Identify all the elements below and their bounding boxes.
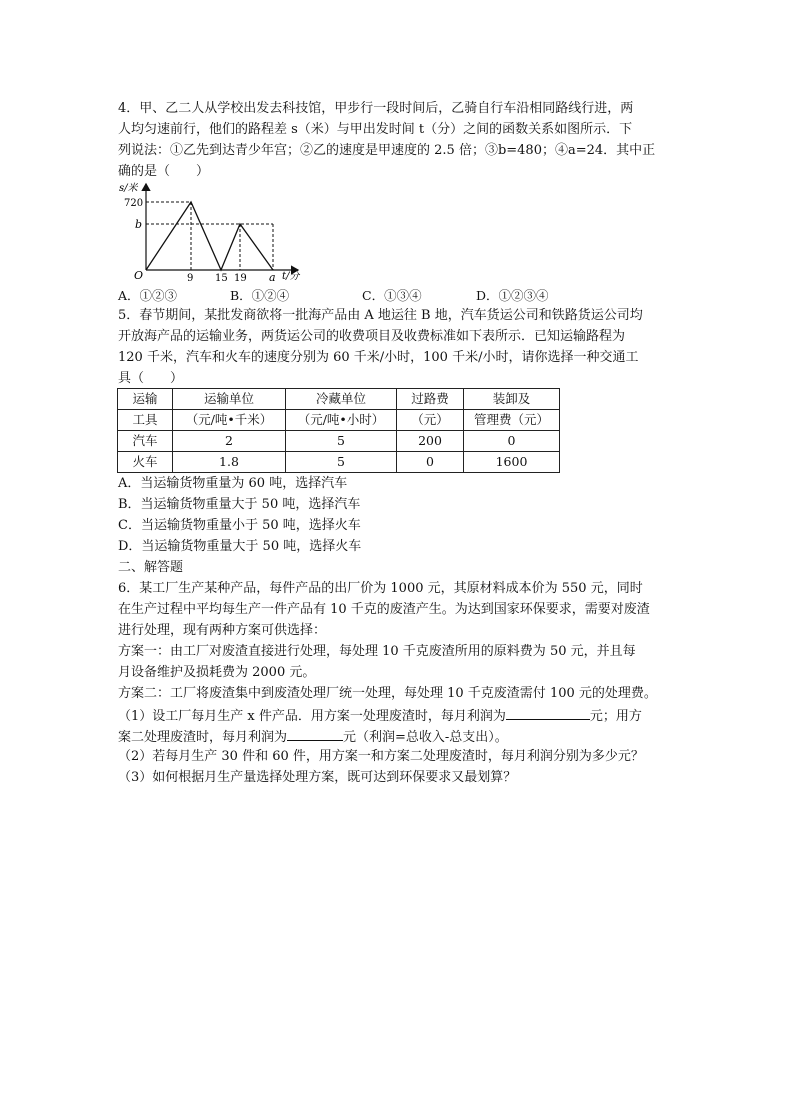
q4-line: 4．甲、乙二人从学校出发去科技馆，甲步行一段时间后，乙骑自行车沿相同路线行进，两 bbox=[118, 101, 634, 116]
table-cell: 1600 bbox=[464, 452, 560, 473]
table-cell: 0 bbox=[397, 452, 464, 473]
q6-part-1 bbox=[118, 704, 678, 725]
q4-function-graph bbox=[116, 180, 306, 286]
q6-line: 进行处理，现有两种方案可供选择： bbox=[118, 623, 327, 638]
y-tick-720: 720 bbox=[124, 198, 144, 209]
q5-option-b[interactable]: B．当运输货物重量大于 50 吨，选择汽车 bbox=[118, 497, 361, 512]
table-header-row bbox=[118, 410, 560, 431]
table-row bbox=[118, 431, 560, 452]
q5-option-a[interactable]: A．当运输货物重量为 60 吨，选择汽车 bbox=[118, 476, 348, 491]
x-tick-a: a bbox=[269, 271, 276, 284]
q6-line: 在生产过程中平均每生产一件产品有 10 千克的废渣产生。为达到国家环保要求，需要对废渣 bbox=[118, 602, 650, 617]
q6-line: 6．某工厂生产某种产品，每件产品的出厂价为 1000 元，其原材料成本价为 550 元，同时 bbox=[118, 581, 643, 596]
table-header-row bbox=[118, 389, 560, 410]
y-tick-b: b bbox=[135, 218, 143, 231]
q6-line: 方案一：由工厂对废渣直接进行处理，每处理 10 千克废渣所用的原料费为 50 元，并且每 bbox=[118, 644, 636, 659]
table-cell: 1.8 bbox=[173, 452, 286, 473]
section-heading: 二、解答题 bbox=[118, 560, 184, 575]
q6-part-2: （2）若每月生产 30 件和 60 件，用方案一和方案二处理废渣时，每月利润分别为多少元？ bbox=[118, 749, 644, 764]
header-cell: 运输单位 bbox=[173, 389, 286, 410]
header-cell: （元/吨•小时） bbox=[286, 410, 397, 431]
q6-part-1-text: 元；用方 bbox=[589, 709, 642, 724]
q6-part-1-text: 元（利润=总收入-总支出）。 bbox=[343, 730, 508, 745]
q5-line: 120 千米，汽车和火车的速度分别为 60 千米/小时，100 千米/小时，请你选择一种交通工 bbox=[118, 350, 639, 365]
q6-part-1-cont bbox=[118, 725, 678, 746]
q4-option-c[interactable]: C．①③④ bbox=[362, 288, 422, 303]
q4-line: 确的是（ ） bbox=[118, 164, 210, 179]
table-cell: 5 bbox=[286, 452, 397, 473]
header-cell: 运输 bbox=[118, 389, 173, 410]
q4-line: 人均匀速前行，他们的路程差 s（米）与甲出发时间 t（分）之间的函数关系如图所示．下 bbox=[118, 122, 633, 137]
q5-line: 具（ ） bbox=[118, 371, 184, 386]
question-4-text bbox=[118, 98, 678, 182]
header-cell: 冷藏单位 bbox=[286, 389, 397, 410]
q4-option-b[interactable]: B．①②④ bbox=[230, 288, 290, 303]
q5-option-c[interactable]: C．当运输货物重量小于 50 吨，选择火车 bbox=[118, 518, 361, 533]
q5-options bbox=[118, 473, 678, 788]
q4-option-d[interactable]: D．①②③④ bbox=[476, 288, 549, 303]
q5-line: 开放海产品的运输业务，两货运公司的收费项目及收费标准如下表所示．已知运输路程为 bbox=[118, 329, 626, 344]
table-cell: 火车 bbox=[118, 452, 173, 473]
table-row bbox=[118, 452, 560, 473]
q6-part-1-text: （1）设工厂每月生产 x 件产品．用方案一处理废渣时，每月利润为 bbox=[118, 709, 506, 724]
answer-blank-1[interactable] bbox=[506, 704, 590, 720]
q4-options bbox=[118, 286, 678, 306]
y-axis-label: s/米 bbox=[119, 183, 138, 194]
distance-difference-line bbox=[146, 202, 273, 270]
q6-part-3: （3）如何根据月生产量选择处理方案，既可达到环保要求又最划算？ bbox=[118, 770, 517, 785]
table-cell: 200 bbox=[397, 431, 464, 452]
origin-label: O bbox=[134, 269, 144, 282]
answer-blank-2[interactable] bbox=[287, 725, 343, 741]
q6-line: 方案二：工厂将废渣集中到废渣处理厂统一处理，每处理 10 千克废渣需付 100 元的处理费。 bbox=[118, 686, 657, 701]
table-cell: 2 bbox=[173, 431, 286, 452]
table-cell: 5 bbox=[286, 431, 397, 452]
x-tick-19: 19 bbox=[234, 273, 247, 284]
table-cell: 0 bbox=[464, 431, 560, 452]
q6-line: 月设备维护及损耗费为 2000 元。 bbox=[118, 665, 316, 680]
header-cell: 装卸及 bbox=[464, 389, 560, 410]
q5-line: 5．春节期间，某批发商欲将一批海产品由 A 地运往 B 地，汽车货运公司和铁路货运公司均 bbox=[118, 308, 643, 323]
x-tick-15: 15 bbox=[215, 273, 228, 284]
table-cell: 汽车 bbox=[118, 431, 173, 452]
header-cell: （元/吨•千米） bbox=[173, 410, 286, 431]
header-cell: 管理费（元） bbox=[464, 410, 560, 431]
x-axis-label: t/分 bbox=[282, 271, 300, 282]
q4-line: 列说法：①乙先到达青少年宫；②乙的速度是甲速度的 2.5 倍；③b=480；④a=24．其中正 bbox=[118, 143, 656, 158]
header-cell: 过路费 bbox=[397, 389, 464, 410]
q4-option-a[interactable]: A．①②③ bbox=[118, 288, 178, 303]
header-cell: 工具 bbox=[118, 410, 173, 431]
q6-part-1-text: 案二处理废渣时，每月利润为 bbox=[118, 730, 288, 745]
q5-fee-table bbox=[117, 388, 560, 473]
q5-option-d[interactable]: D．当运输货物重量大于 50 吨，选择火车 bbox=[118, 539, 362, 554]
question-5-text bbox=[118, 305, 678, 389]
x-tick-9: 9 bbox=[187, 273, 194, 284]
header-cell: （元） bbox=[397, 410, 464, 431]
